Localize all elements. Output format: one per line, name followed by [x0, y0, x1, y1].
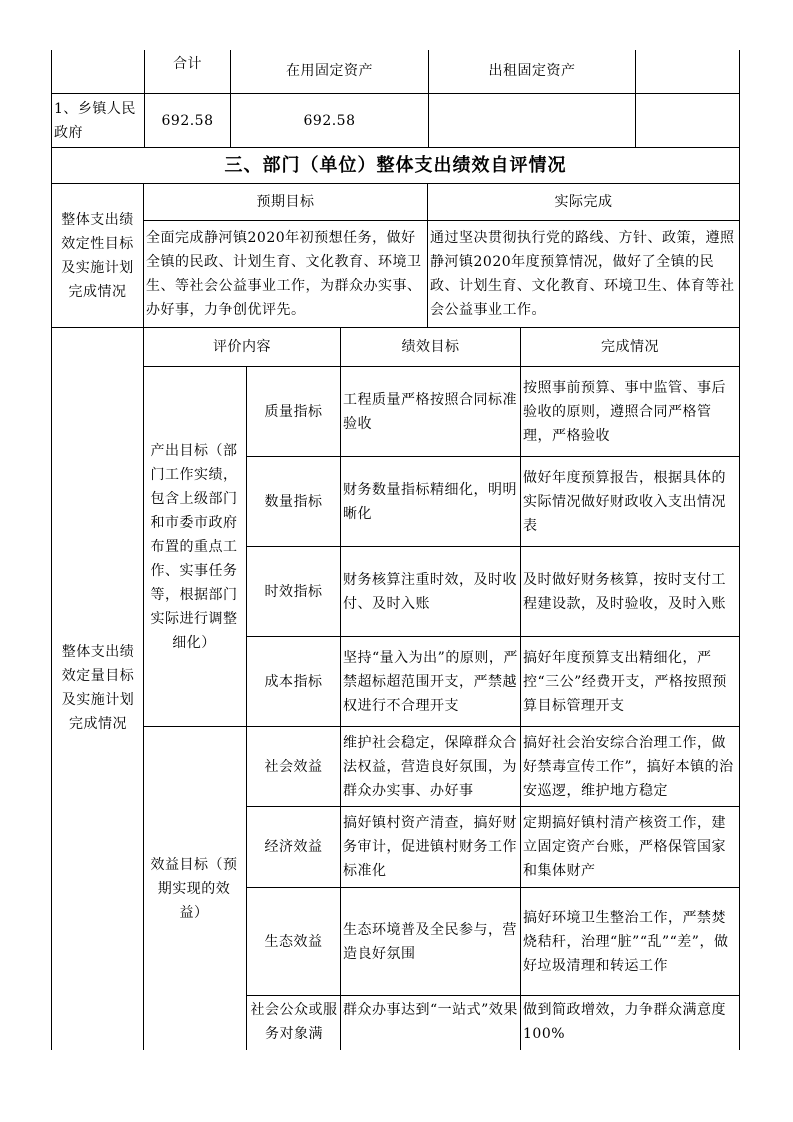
indicator-name: 经济效益	[264, 839, 323, 855]
indicator-target: 维护社会稳定，保障群众合法权益，营造良好氛围，为群众办实事、办好事	[343, 734, 517, 799]
expected-text: 全面完成静河镇2020年初预想任务，做好全镇的民政、计划生育、文化教育、环境卫生、等社会公益事业工作，为群众办实事、办好事，力争创优评先。	[146, 230, 422, 318]
output-group-label: 产出目标（部门工作实绩，包含上级部门和市委市政府布置的重点工作、实事任务等，根据部门实际进行调整细化）	[150, 442, 238, 651]
expected-header: 预期目标	[256, 194, 315, 210]
indicator-name: 成本指标	[264, 673, 323, 690]
indicator-target: 坚持“量入为出”的原则，严禁超标超范围开支，严禁越权进行不合理开支	[343, 649, 518, 714]
indicator-name: 质量指标	[264, 403, 323, 420]
asset-row-in-use: 692.58	[303, 113, 356, 129]
quant-label: 整体支出绩效定量目标及实施计划完成情况	[61, 644, 135, 732]
indicator-target: 群众办事达到“一站式”效果	[343, 1002, 518, 1018]
indicator-status: 做到简政增效，力争群众满意度100%	[523, 1002, 726, 1042]
indicator-status: 按照事前预算、事中监管、事后验收的原则，遵照合同严格管理，严格验收	[523, 379, 726, 444]
indicator-name: 数量指标	[264, 493, 323, 510]
indicator-name: 生态效益	[264, 933, 323, 950]
indicator-target: 财务数量指标精细化，明明晰化	[343, 481, 517, 522]
header-target: 绩效目标	[401, 339, 460, 355]
indicator-status: 及时做好财务核算，按时支付工程建设款，及时验收，及时入账	[523, 571, 726, 612]
section-title: 三、部门（单位）整体支出绩效自评情况	[224, 154, 567, 176]
actual-header: 实际完成	[554, 194, 613, 210]
indicator-status: 做好年度预算报告，根据具体的实际情况做好财政收入支出情况表	[523, 469, 726, 534]
indicator-name: 社会公众或服务对象满	[250, 1002, 338, 1042]
indicator-target: 生态环境普及全民参与，营造良好氛围	[343, 921, 517, 962]
indicator-target: 财务核算注重时效，及时收付、及时入账	[343, 571, 517, 612]
indicator-target: 搞好镇村资产清查，搞好财务审计，促进镇村财务工作标准化	[343, 815, 517, 879]
actual-text: 通过坚决贯彻执行党的路线、方针、政策，遵照静河镇2020年度预算情况，做好了全镇的民政、计划生育、文化教育、环境卫生、体育等社会公益事业工作。	[430, 230, 735, 318]
asset-row-label: 1、乡镇人民政府	[54, 101, 136, 141]
benefit-group-label: 效益目标（预期实现的效益）	[150, 856, 238, 921]
asset-header-in-use: 在用固定资产	[286, 63, 373, 79]
overall-label: 整体支出绩效定性目标及实施计划完成情况	[61, 212, 134, 300]
header-status: 完成情况	[601, 339, 659, 355]
indicator-status: 搞好年度预算支出精细化，严控“三公”经费开支，严格按照预算目标管理开支	[523, 649, 727, 714]
indicator-target: 工程质量严格按照合同标准验收	[343, 391, 517, 432]
indicator-status: 搞好社会治安综合治理工作，做好禁毒宣传工作”，搞好本镇的治安巡逻，维护地方稳定	[523, 734, 734, 799]
indicator-name: 时效指标	[264, 583, 323, 600]
indicator-status: 搞好环境卫生整治工作，严禁焚烧秸秆，治理“脏”“乱”“差”，做好垃圾清理和转运工作	[523, 909, 729, 974]
indicator-status: 定期搞好镇村清产核资工作，建立固定资产台账，严格保管国家和集体财产	[523, 815, 726, 879]
indicator-name: 社会效益	[264, 758, 323, 775]
asset-header-total: 合计	[173, 56, 202, 72]
header-content: 评价内容	[213, 339, 271, 355]
asset-header-rented: 出租固定资产	[488, 63, 576, 79]
asset-row-total: 692.58	[161, 113, 214, 129]
